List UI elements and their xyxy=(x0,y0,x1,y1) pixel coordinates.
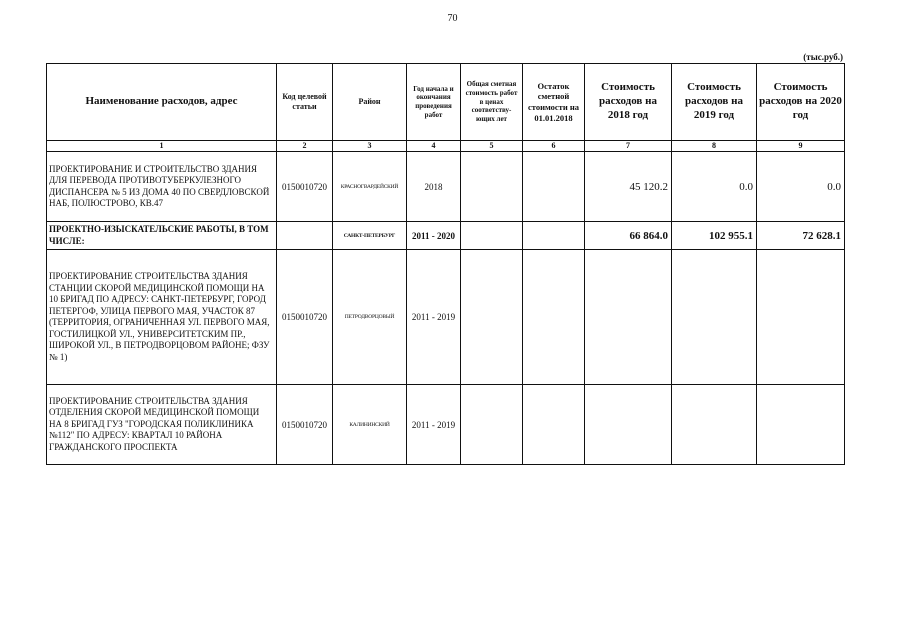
row-code xyxy=(277,222,333,250)
row-district: САНКТ-ПЕТЕРБУРГ xyxy=(333,222,407,250)
header-district: Район xyxy=(333,64,407,141)
column-number: 3 xyxy=(333,141,407,152)
row-remainder xyxy=(523,385,585,465)
header-year: Год начала и окончания проведения работ xyxy=(407,64,461,141)
column-number: 1 xyxy=(47,141,277,152)
header-cost-2018: Стоимость расходов на 2018 год xyxy=(585,64,672,141)
row-cost-2018 xyxy=(585,385,672,465)
row-code: 0150010720 xyxy=(277,152,333,222)
row-code: 0150010720 xyxy=(277,250,333,385)
row-code: 0150010720 xyxy=(277,385,333,465)
row-name: ПРОЕКТИРОВАНИЕ СТРОИТЕЛЬСТВА ЗДАНИЯ СТАНЦИИ СКОРОЙ МЕДИЦИНСКОЙ ПОМОЩИ НА 10 БРИГАД ПО АДРЕСУ: САНКТ-ПЕТЕРБУРГ, ГОРОД ПЕТЕРГОФ, УЛИЦА ПЕРВОГО МАЯ, УЧАСТОК 87 (ТЕРРИТОРИЯ, ОГРАНИЧЕННАЯ УЛ. ПЕРВОГО МАЯ, ГОСТИЛИЦКОЙ УЛ., УНИВЕРСИТЕТСКИМ ПР., ШИРОКОЙ УЛ., В ПЕТРОДВОРЦОВОМ РАЙОНЕ; ФЗУ № 1) xyxy=(47,250,277,385)
header-name: Наименование расходов, адрес xyxy=(47,64,277,141)
header-code: Код целевой статьи xyxy=(277,64,333,141)
row-cost-2018 xyxy=(585,250,672,385)
units-label: (тыс.руб.) xyxy=(803,52,843,62)
row-cost-2020 xyxy=(757,385,845,465)
column-number-row xyxy=(47,141,845,152)
row-name: ПРОЕКТИРОВАНИЕ СТРОИТЕЛЬСТВА ЗДАНИЯ ОТДЕЛЕНИЯ СКОРОЙ МЕДИЦИНСКОЙ ПОМОЩИ НА 8 БРИГАД ГУЗ "ГОРОДСКАЯ ПОЛИКЛИНИКА №112" ПО АДРЕСУ: КВАРТАЛ 10 РАЙОНА ГРАЖДАНСКОГО ПРОСПЕКТА xyxy=(47,385,277,465)
row-cost-2019 xyxy=(672,385,757,465)
row-total-cost xyxy=(461,152,523,222)
row-district: КАЛИНИНСКИЙ xyxy=(333,385,407,465)
row-cost-2020: 0.0 xyxy=(757,152,845,222)
table-row xyxy=(47,222,845,250)
row-total-cost xyxy=(461,250,523,385)
header-cost-2019: Стоимость расходов на 2019 год xyxy=(672,64,757,141)
column-number: 9 xyxy=(757,141,845,152)
row-cost-2020: 72 628.1 xyxy=(757,222,845,250)
row-remainder xyxy=(523,222,585,250)
row-remainder xyxy=(523,152,585,222)
column-number: 2 xyxy=(277,141,333,152)
row-year: 2018 xyxy=(407,152,461,222)
column-number: 8 xyxy=(672,141,757,152)
column-number: 4 xyxy=(407,141,461,152)
row-total-cost xyxy=(461,222,523,250)
column-number: 7 xyxy=(585,141,672,152)
row-name: ПРОЕКТИРОВАНИЕ И СТРОИТЕЛЬСТВО ЗДАНИЯ ДЛЯ ПЕРЕВОДА ПРОТИВОТУБЕРКУЛЕЗНОГО ДИСПАНСЕРА № 5 ИЗ ДОМА 40 ПО СВЕРДЛОВСКОЙ НАБ, ПОЛЮСТРОВО, КВ.47 xyxy=(47,152,277,222)
header-remainder: Остаток сметной стоимости на 01.01.2018 xyxy=(523,64,585,141)
row-year: 2011 - 2019 xyxy=(407,250,461,385)
table-row xyxy=(47,250,845,385)
row-cost-2019: 0.0 xyxy=(672,152,757,222)
column-number: 5 xyxy=(461,141,523,152)
row-cost-2018: 66 864.0 xyxy=(585,222,672,250)
page-number: 70 xyxy=(447,13,458,24)
table-row xyxy=(47,385,845,465)
row-district: КРАСНОГВАРДЕЙСКИЙ xyxy=(333,152,407,222)
column-number: 6 xyxy=(523,141,585,152)
header-total-cost: Общая сметная стоимость работ в ценах соответству-ющих лет xyxy=(461,64,523,141)
row-cost-2020 xyxy=(757,250,845,385)
expenses-table xyxy=(46,63,845,465)
row-year: 2011 - 2019 xyxy=(407,385,461,465)
row-name: ПРОЕКТНО-ИЗЫСКАТЕЛЬСКИЕ РАБОТЫ, В ТОМ ЧИСЛЕ: xyxy=(47,222,277,250)
row-total-cost xyxy=(461,385,523,465)
table-row xyxy=(47,152,845,222)
row-cost-2018: 45 120.2 xyxy=(585,152,672,222)
row-remainder xyxy=(523,250,585,385)
row-year: 2011 - 2020 xyxy=(407,222,461,250)
row-district: ПЕТРОДВОРЦОВЫЙ xyxy=(333,250,407,385)
header-cost-2020: Стоимость расходов на 2020 год xyxy=(757,64,845,141)
row-cost-2019: 102 955.1 xyxy=(672,222,757,250)
row-cost-2019 xyxy=(672,250,757,385)
